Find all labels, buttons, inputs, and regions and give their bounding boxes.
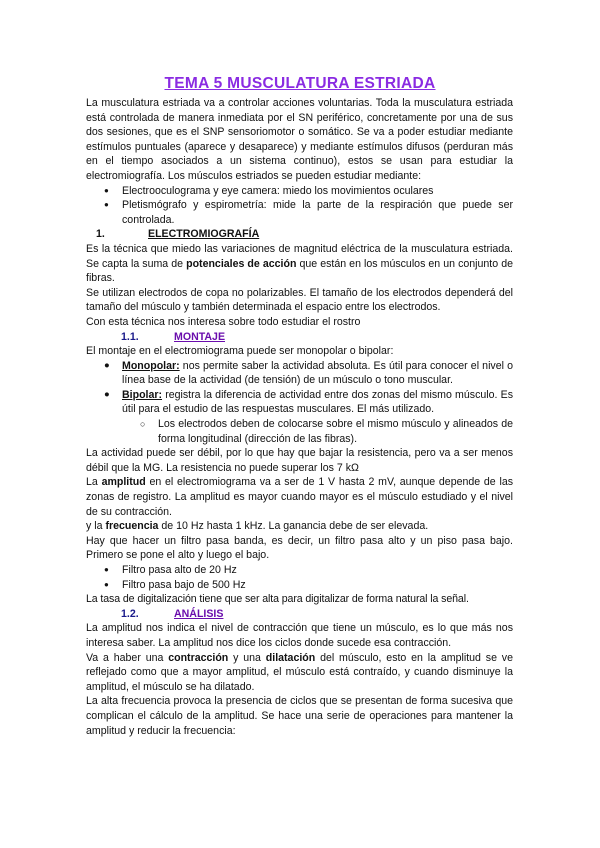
list-item: ● Pletismógrafo y espirometría: mide la parte de la respiración que puede ser controlada. [86, 198, 513, 227]
intro-paragraph: La musculatura estriada va a controlar acciones voluntarias. Toda la musculatura estriada está controlada de manera inmediata por el SN periférico, concretamente por una de sus dos sesiones, que es el SNP sensoriomotor o somático. Se va a poder estudiar mediante estímulos puntuales (aparece y desaparece) y mediante estímulos difusos (perduran más en el tiempo asociados a un sistema continuo), estos se usan para estudiar la electromiografía. Los músculos estriados se pueden estudiar mediante: [86, 97, 513, 182]
paragraph: La tasa de digitalización tiene que ser alta para digitalizar de forma natural la señal. [86, 593, 469, 606]
document-body [86, 96, 513, 738]
text-run: y la [86, 520, 106, 533]
section-number: 1. [96, 228, 105, 241]
sub-list-item: ○ Los electrodos deben de colocarse sobre el mismo músculo y alineados de forma longitudinal (dirección de las fibras). [86, 417, 513, 446]
list-item-monopolar [86, 359, 513, 388]
paragraph: El montaje en el electromiograma puede ser monopolar o bipolar: [86, 345, 394, 358]
text-run: que están en los músculos en un conjunto de fibras. [86, 257, 513, 285]
montaje-list [86, 359, 513, 447]
paragraph [86, 475, 513, 519]
text-run: registra la diferencia de actividad entre dos zonas del mismo músculo. Es útil para el estudio de las respuestas musculares. El más utilizado. [122, 388, 513, 416]
page-title: TEMA 5 MUSCULATURA ESTRIADA [164, 75, 436, 92]
paragraph: La alta frecuencia provoca la presencia de ciclos que se presentan de forma sucesiva que complican el cálculo de la amplitud. Se hace una serie de operaciones para mantener la amplitud y reducir la frecuencia: [86, 695, 513, 737]
intro-list [86, 184, 513, 228]
section-heading-electromiografia [86, 227, 513, 242]
bold-term: dilatación [265, 651, 316, 664]
subsection-title: MONTAJE [174, 330, 226, 343]
bold-term: potenciales de acción [186, 257, 297, 270]
list-item: ● Filtro pasa alto de 20 Hz [86, 563, 513, 578]
subsection-number: 1.1. [121, 330, 139, 343]
bold-term: contracción [168, 651, 229, 664]
section-title: ELECTROMIOGRAFÍA [148, 228, 260, 241]
text-run: nos permite saber la actividad absoluta. Es útil para conocer el nivel o línea base de la actividad (de tensión) de un músculo o tono muscular. [122, 359, 513, 387]
term-label: Bipolar: [122, 388, 163, 401]
text-run: del músculo, esto en la amplitud se ve reflejado como que a mayor amplitud, el músculo está contraído, y cuando disminuye la amplitud, el músculo se ha dilatado. [86, 651, 513, 693]
list-item: ● Electrooculograma y eye camera: miedo los movimientos oculares [86, 184, 513, 199]
subsection-title: ANÁLISIS [174, 607, 224, 620]
bold-term: frecuencia [105, 520, 159, 533]
paragraph: Con esta técnica nos interesa sobre todo estudiar el rostro [86, 315, 361, 328]
paragraph: Se utilizan electrodos de copa no polarizables. El tamaño de los electrodos dependerá del tamaño del músculo y también determinada el espacio entre los electrodos. [86, 286, 513, 314]
term-label: Monopolar: [122, 359, 180, 372]
text-run: en el electromiograma va a ser de 1 V hasta 2 mV, aunque depende de las zonas de registro. La amplitud es mayor cuando mayor es el músculo estudiado y el nivel de su contracción. [86, 476, 514, 518]
filter-list [86, 563, 513, 592]
list-item: ● Filtro pasa bajo de 500 Hz [86, 578, 513, 593]
text-run: Va a haber una [86, 651, 169, 664]
subsection-number: 1.2. [121, 607, 139, 620]
paragraph: La actividad puede ser débil, por lo que hay que bajar la resistencia, pero va a ser menos débil que la MG. La resistencia no puede superar los 7 kΩ [86, 447, 513, 474]
paragraph [86, 651, 513, 695]
text-run: La [86, 476, 102, 489]
paragraph [86, 242, 513, 286]
paragraph [86, 519, 513, 534]
text-run: de 10 Hz hasta 1 kHz. La ganancia debe de ser elevada. [158, 520, 429, 533]
subsection-heading-montaje [86, 330, 513, 345]
text-run: y una [228, 651, 266, 664]
paragraph: Hay que hacer un filtro pasa banda, es decir, un filtro pasa alto y un piso pasa bajo. Primero se pone el alto y luego el bajo. [86, 534, 513, 562]
list-item-bipolar [86, 388, 513, 417]
paragraph: La amplitud nos indica el nivel de contracción que tiene un músculo, es lo que más nos interesa saber. La amplitud nos dice los ciclos donde sucede esa contracción. [86, 622, 513, 649]
subsection-heading-analisis [86, 607, 513, 622]
bold-term: amplitud [101, 476, 146, 489]
text-run: Es la técnica que miedo las variaciones de magnitud eléctrica de la musculatura estriada. Se capta la suma de [86, 242, 513, 270]
